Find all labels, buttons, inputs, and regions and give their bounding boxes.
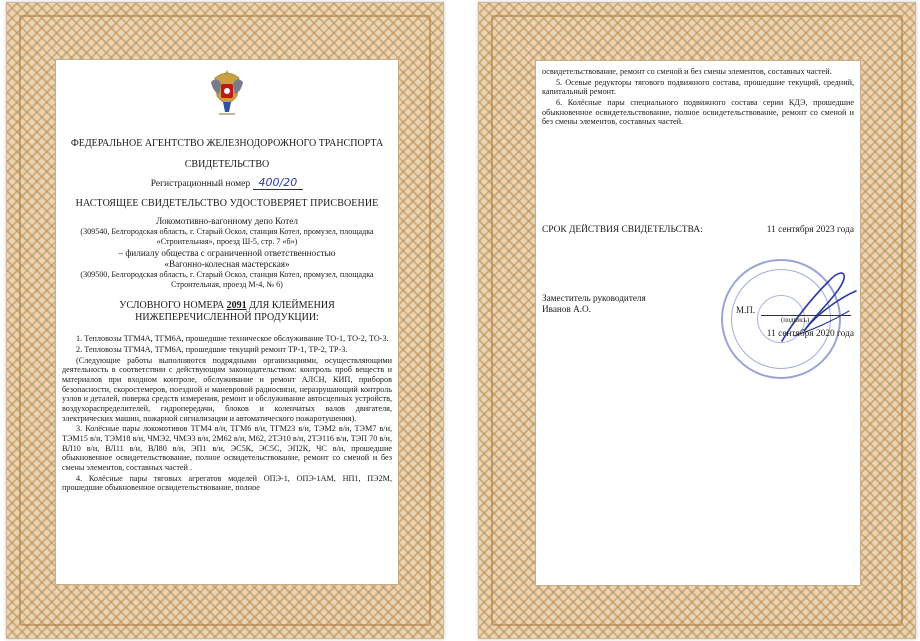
validity-date: 11 сентября 2023 года bbox=[766, 225, 854, 235]
conditional-number-heading bbox=[62, 300, 392, 324]
list-item: 6. Колёсные пары специального подвижного состава серии КДЭ, прошедшие обыкновенное освидетельствование, полное освидетельствование, ремонт со сменой и без смены элементов, составных частей. bbox=[542, 98, 854, 127]
registration-line bbox=[62, 177, 392, 190]
document-title: СВИДЕТЕЛЬСТВО bbox=[184, 159, 270, 170]
list-item: (Следующие работы выполняются подрядными организациями, осуществляющими деятельность в соответствии с действующим законодательством: контроль проб веществ и материалов при входном контроле, обслуживание и ремонт АЛСН, КИП, приборов безопасности, скоростемеров, поездной и маневровой радиосвязи, неразрушающий контроль узлов и деталей, поверка средств измерения, ремонт и обслуживание автосцепных устройств, воздухораспределителей, гидропередачи, блоков и коленчатых валов двигателя, электрических машин, пожарной сигнализации и автоматического пожаротушения). bbox=[62, 355, 392, 423]
certifies-heading: НАСТОЯЩЕЕ СВИДЕТЕЛЬСТВО УДОСТОВЕРЯЕТ ПРИСВОЕНИЕ bbox=[75, 198, 379, 209]
page-body bbox=[55, 59, 399, 585]
page-body bbox=[535, 60, 861, 586]
list-item: 1. Тепловозы ТГМ4А, ТГМ6А, прошедшие техническое обслуживание ТО-1, ТО-2, ТО-3. bbox=[76, 334, 389, 344]
sign-date: 11 сентября 2020 года bbox=[766, 329, 854, 339]
product-list bbox=[62, 334, 392, 493]
signer-block bbox=[542, 293, 854, 315]
certificate-page-left bbox=[6, 2, 444, 639]
seal-place-label: М.П. bbox=[736, 305, 756, 315]
signer-title: Заместитель руководителя bbox=[542, 293, 646, 303]
signature-caption: (подпись) bbox=[781, 317, 810, 324]
conditional-number: 2091 bbox=[226, 299, 247, 311]
organization-address: (309540, Белгородская область, г. Старый Оскол, станция Котел, промузел, площадка «Строительная», проезд Ш-5, стр. 7 «б») bbox=[80, 226, 374, 246]
cond-prefix: УСЛОВНОГО НОМЕРА bbox=[119, 299, 225, 311]
cond-suffix: ДЛЯ КЛЕЙМЕНИЯ НИЖЕПЕРЕЧИСЛЕННОЙ ПРОДУКЦИИ: bbox=[135, 299, 335, 323]
list-item: 5. Осевые редукторы тягового подвижного состава, прошедшие текущий, средний, капитальный ремонт. bbox=[542, 77, 854, 97]
certificate-page-right bbox=[478, 2, 916, 639]
list-item: 2. Тепловозы ТГМ4А, ТГМ6А, прошедшие текущий ремонт ТР-1, ТР-2, ТР-3. bbox=[76, 344, 348, 354]
registration-number: 400/20 bbox=[253, 176, 304, 190]
validity-label: СРОК ДЕЙСТВИЯ СВИДЕТЕЛЬСТВА: bbox=[542, 225, 703, 235]
validity-row bbox=[542, 225, 854, 236]
agency-name: ФЕДЕРАЛЬНОЕ АГЕНТСТВО ЖЕЛЕЗНОДОРОЖНОГО ТРАНСПОРТА bbox=[70, 138, 384, 149]
list-item: освидетельствование, ремонт со сменой и без смены элементов, составных частей. bbox=[542, 67, 832, 76]
list-item: 4. Колёсные пары тяговых агрегатов моделей ОПЭ-1, ОПЭ-1АМ, НП1, ПЭ2М, прошедшие обыкновенное освидетельствование, полное bbox=[62, 473, 392, 493]
parent-org-name: «Вагонно-колесная мастерская» bbox=[164, 259, 290, 270]
parent-org-address: (309500, Белгородская область, г. Старый Оскол, станция Котел, промузел, площадка Строительная, проезд М-4, № 6) bbox=[80, 270, 374, 289]
organization-name: Локомотивно-вагонному депо Котел bbox=[156, 215, 298, 226]
signer-name: Иванов А.О. bbox=[542, 304, 591, 315]
rosgeldor-emblem-icon bbox=[207, 66, 247, 124]
registration-label: Регистрационный номер bbox=[150, 178, 251, 189]
parent-org-intro: – филиалу общества с ограниченной ответственностью bbox=[118, 248, 336, 259]
signature-line bbox=[761, 315, 851, 316]
product-list-continued bbox=[542, 67, 854, 127]
list-item: 3. Колёсные пары локомотивов ТГМ4 в/и, ТГМ6 в/и, ТГМ23 в/и, ТЭМ2 в/и, ТЭМ7 в/и, ТЭМ15 в/и, ТЭМ18 в/и, ЧМЭ2, ЧМЭ3 в/и, 2М62 в/и, М62, 2ТЭ10 в/и, 2ТЭ116 в/и, ТЭП 70 в/и, ВЛ10 в/и, ВЛ11 в/и, ВЛ80 в/и, ЭП1 в/и, ЭС5К, ЭС5С, ЭП2К, ЧС в/и, прошедшие обыкновенное освидетельствование, полное освидетельствование, ремонт со сменой и без смены элементов, составных частей . bbox=[62, 424, 392, 472]
